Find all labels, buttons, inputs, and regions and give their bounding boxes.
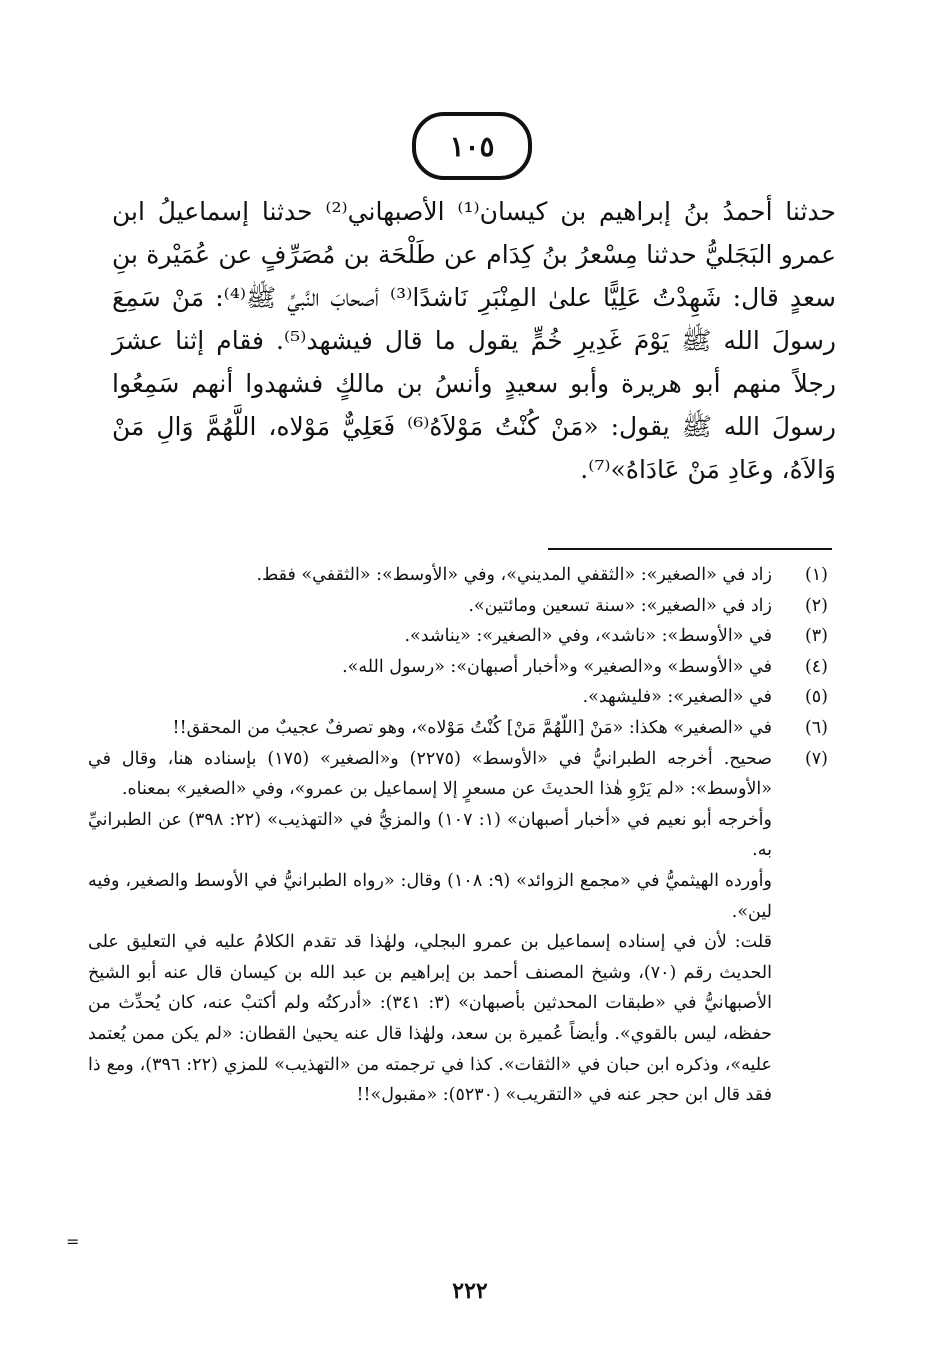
footnote-number: (٥) (804, 687, 828, 708)
footnote-separator (548, 548, 832, 550)
page-number: ٢٢٢ (452, 1278, 488, 1304)
hadith-text: حدثنا أحمدُ بنُ إبراهيم بن كيسان⁽¹⁾ الأصبهاني⁽²⁾ حدثنا إسماعيلُ ابن عمرو البَجَليُّ حدثنا مِسْعرُ بنُ كِدَام عن طَلْحَة بن مُصَرِّفٍ عن عُمَيْرة بنِ سعدٍ قال: شَهِدْتُ عَلِيًّا علىٰ المِنْبَرِ نَاشدًا⁽³⁾ أصحابَ النَّبيِّ ﷺ⁽⁴⁾: مَنْ سَمِعَ رسولَ الله ﷺ يَوْمَ غَدِيرِ خُمٍّ يقول ما قال فيشهد⁽⁵⁾. فقام إثنا عشرَ رجلاً منهم أبو هريرة وأبو سعيدٍ وأنسُ بن مالكٍ فشهدوا أنهم سَمِعُوا رسولَ الله ﷺ يقول: «مَنْ كُنْتُ مَوْلاَهُ⁽⁶⁾ فَعَلِيٌّ مَوْلاه، اللَّهُمَّ وَالِ مَنْ وَالاَهُ، وعَادِ مَنْ عَادَاهُ»⁽⁷⁾. (112, 197, 837, 484)
hadith-number: ١٠٥ (449, 129, 495, 163)
footnote-text: زاد في «الصغير»: «سنة تسعين ومائتين». (468, 595, 772, 616)
footnote-text: في «الصغير»: «فليشهد». (582, 687, 772, 708)
footnote-number: (٤) (804, 656, 828, 677)
footnote-2 (88, 591, 832, 622)
footnote-number: (١) (804, 565, 828, 585)
footnote-number: (٢) (804, 595, 828, 616)
footnote-7 (88, 744, 832, 1111)
hadith-body (112, 190, 836, 491)
footnotes (88, 560, 832, 1111)
footnote-number: (٧) (804, 748, 828, 769)
footnote-5 (88, 682, 832, 713)
margin-mark: = (66, 1232, 80, 1251)
footnote-number: (٦) (804, 717, 828, 738)
footnote-6 (88, 713, 832, 744)
hadith-number-badge (412, 112, 532, 180)
footnote-4 (88, 652, 832, 683)
footnote-3 (88, 621, 832, 652)
footnote-text: في «الأوسط» و«الصغير» و«أخبار أصبهان»: «رسول الله». (342, 656, 772, 677)
footnote-paragraph: وأخرجه أبو نعيم في «أخبار أصبهان» (١: ١٠٧) والمزيُّ في «التهذيب» (٢٢: ٣٩٨) عن الطبرانيِّ به. (88, 809, 772, 861)
footnote-number: (٣) (804, 626, 828, 647)
footnote-text: في «الصغير» هكذا: «مَنْ [اللّهُمَّ مَنْ] كُنْتُ مَوْلاه»، وهو تصرفٌ عجيبٌ من المحقق!! (172, 717, 772, 738)
footnote-paragraph: صحيح. أخرجه الطبرانيُّ في «الأوسط» (٢٢٧٥) و«الصغير» (١٧٥) بإسناده هنا، وقال في «الأوسط»: «لم يَرْوِ هٰذا الحديثَ عن مسعرٍ إلا إسماعيل بن عمرو»، وفي «الصغير» بمعناه. (88, 748, 772, 800)
footnote-paragraph: قلت: لأن في إسناده إسماعيل بن عمرو البجلي، ولهٰذا قد تقدم الكلامُ عليه في التعليق على الحديث رقم (٧٠)، وشيخ المصنف أحمد بن إبراهيم بن عبد الله بن كيسان قال عنه أبو الشيخ الأصبهانيُّ في «طبقات المحدثين بأصبهان» (٣: ٣٤١): «أدركتُه ولم أكتبْ عنه، كان يُحدِّث من حفظه، ليس بالقوي». وأيضاً عُميرة بن سعد، ولهٰذا قال عنه يحيىٰ القطان: «لم يكن ممن يُعتمد عليه»، وذكره ابن حبان في «الثقات». كذا في ترجمته من «التهذيب» للمزي (٢٢: ٣٩٦)، ومع ذا فقد قال ابن حجر عنه في «التقريب» (٥٢٣٠): «مقبول»!! (88, 932, 772, 1106)
footnote-text: زاد في «الصغير»: «الثقفي المديني»، وفي «الأوسط»: «الثقفي» فقط. (256, 565, 772, 585)
footnote-1 (88, 560, 832, 591)
footnote-paragraph: وأورده الهيثميُّ في «مجمع الزوائد» (٩: ١٠٨) وقال: «رواه الطبرانيُّ في الأوسط والصغير، وفيه لين». (88, 870, 772, 922)
footnote-text: في «الأوسط»: «ناشد»، وفي «الصغير»: «يناشد». (404, 626, 772, 647)
